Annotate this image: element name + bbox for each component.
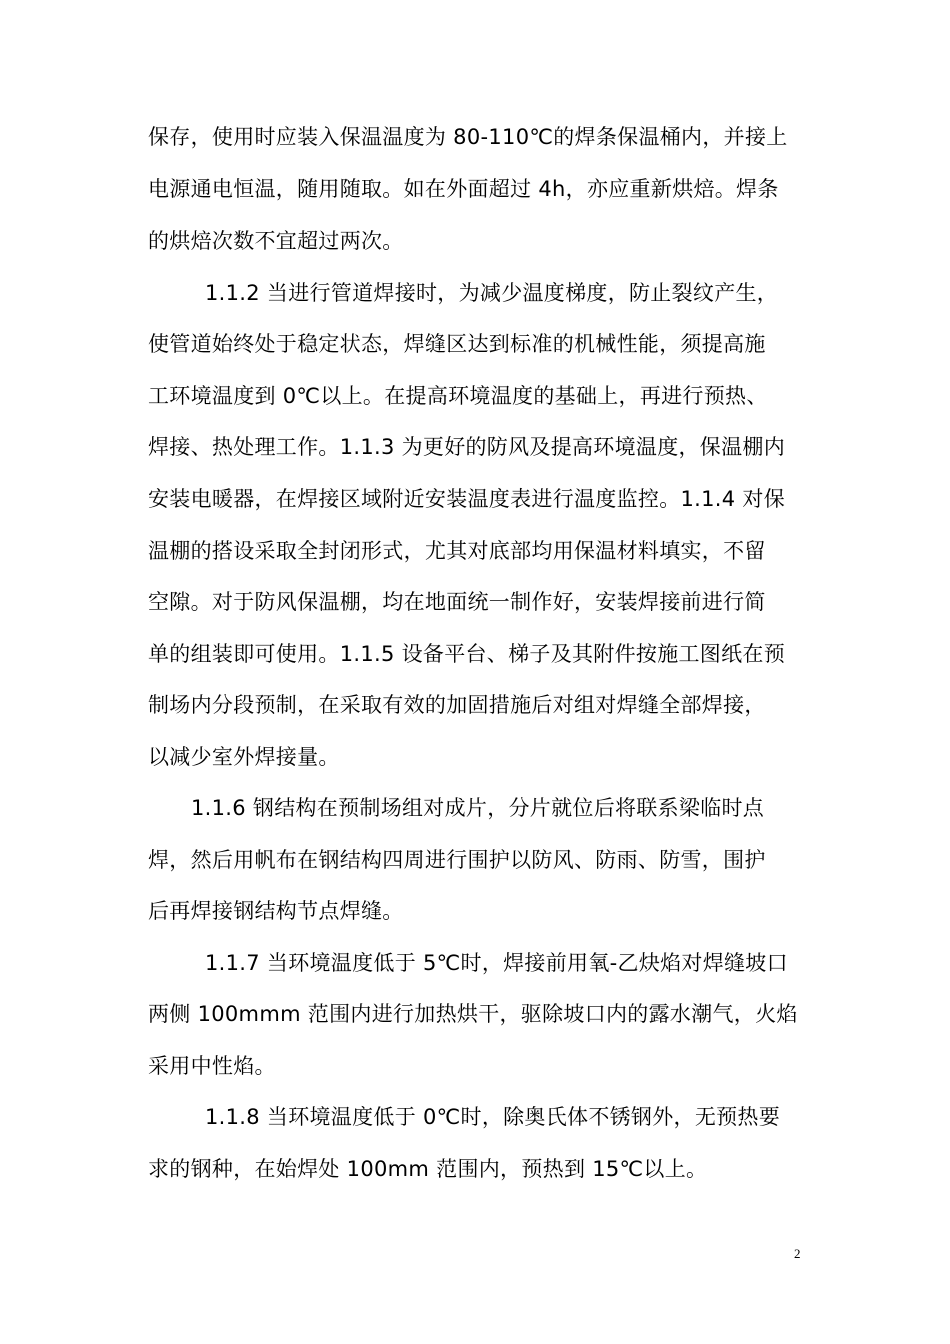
text-line: 单的组装即可使用。1.1.5 设备平台、梯子及其附件按施工图纸在预 (148, 642, 786, 666)
page-number: 2 (794, 1246, 801, 1261)
text-line: 求的钢种，在始焊处 100mm 范围内，预热到 15℃以上。 (148, 1157, 708, 1181)
text-line: 电源通电恒温，随用随取。如在外面超过 4h，亦应重新烘焙。焊条 (148, 177, 779, 201)
text-line: 使管道始终处于稳定状态，焊缝区达到标准的机械性能，须提高施 (148, 332, 766, 356)
text-line: 焊，然后用帆布在钢结构四周进行围护以防风、防雨、防雪，围护 (148, 848, 766, 872)
text-line: 两侧 100mmm 范围内进行加热烘干，驱除坡口内的露水潮气，火焰 (148, 1002, 798, 1026)
text-line: 工环境温度到 0℃以上。在提高环境温度的基础上，再进行预热、 (148, 384, 768, 408)
text-line: 后再焊接钢结构节点焊缝。 (148, 899, 404, 923)
text-line: 1.1.7 当环境温度低于 5℃时，焊接前用氧-乙炔焰对焊缝坡口 (205, 951, 788, 975)
text-line: 1.1.6 钢结构在预制场组对成片，分片就位后将联系梁临时点 (191, 796, 765, 820)
text-line: 采用中性焰。 (148, 1054, 276, 1078)
text-line: 1.1.8 当环境温度低于 0℃时，除奥氏体不锈钢外，无预热要 (205, 1105, 781, 1129)
text-line: 温棚的搭设采取全封闭形式，尤其对底部均用保温材料填实，不留 (148, 539, 766, 563)
text-line: 保存，使用时应装入保温温度为 80-110℃的焊条保温桶内，并接上 (148, 125, 788, 149)
text-line: 以减少室外焊接量。 (148, 745, 340, 769)
text-line: 1.1.2 当进行管道焊接时，为减少温度梯度，防止裂纹产生， (205, 281, 779, 305)
text-line: 安装电暖器，在焊接区域附近安装温度表进行温度监控。1.1.4 对保 (148, 487, 786, 511)
text-line: 制场内分段预制，在采取有效的加固措施后对组对焊缝全部焊接， (148, 693, 766, 717)
text-line: 焊接、热处理工作。1.1.3 为更好的防风及提高环境温度，保温棚内 (148, 435, 786, 459)
text-line: 的烘焙次数不宜超过两次。 (148, 229, 404, 253)
text-line: 空隙。对于防风保温棚，均在地面统一制作好，安装焊接前进行简 (148, 590, 766, 614)
